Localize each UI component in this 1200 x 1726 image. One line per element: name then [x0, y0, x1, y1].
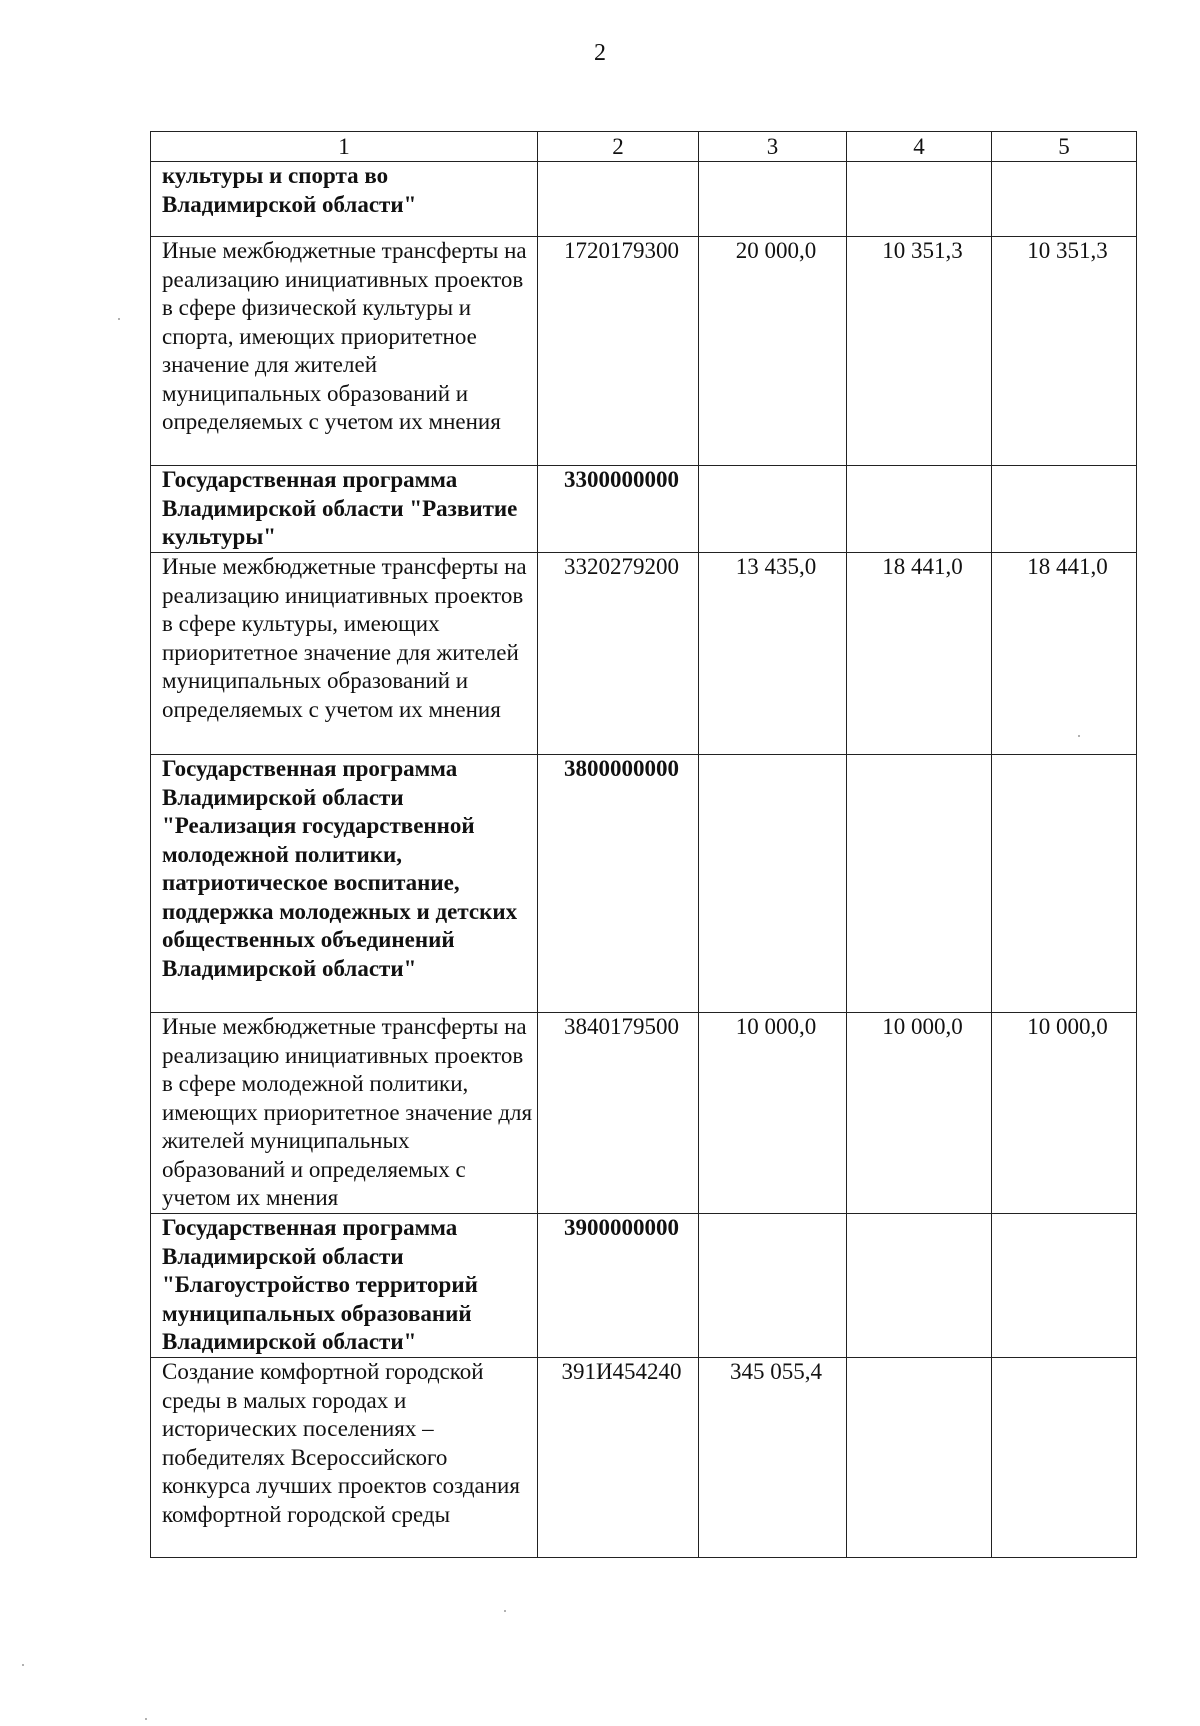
row-value-5: 10 000,0 [992, 1013, 1137, 1214]
row-value-4 [847, 162, 992, 237]
row-code: 3300000000 [538, 466, 699, 553]
table-row [151, 1214, 1137, 1358]
row-code [538, 162, 699, 237]
header-col-2: 2 [538, 132, 699, 162]
row-value-3 [699, 162, 847, 237]
row-value-3: 345 055,4 [699, 1358, 847, 1558]
table-row [151, 162, 1137, 237]
row-value-3: 10 000,0 [699, 1013, 847, 1214]
row-value-4 [847, 755, 992, 1013]
table-row [151, 755, 1137, 1013]
scan-speck [145, 1718, 147, 1720]
row-name: Государственная программа Владимирской области "Благоустройство территорий муниципальных образований Владимирской области" [151, 1214, 538, 1358]
row-name: Иные межбюджетные трансферты на реализацию инициативных проектов в сфере физической культуры и спорта, имеющих приоритетное значение для жителей муниципальных образований и определяемых с учетом их мнения [151, 237, 538, 466]
scan-speck [22, 1664, 24, 1666]
scan-speck [1078, 735, 1080, 737]
row-name: культуры и спорта во Владимирской области" [151, 162, 538, 237]
table-row [151, 1358, 1137, 1558]
row-code: 3900000000 [538, 1214, 699, 1358]
row-value-5 [992, 162, 1137, 237]
row-code: 391И454240 [538, 1358, 699, 1558]
row-value-3 [699, 755, 847, 1013]
row-value-5 [992, 755, 1137, 1013]
row-value-4: 10 000,0 [847, 1013, 992, 1214]
table-header-row [151, 132, 1137, 162]
row-code: 3800000000 [538, 755, 699, 1013]
row-value-5: 18 441,0 [992, 553, 1137, 755]
row-value-5: 10 351,3 [992, 237, 1137, 466]
scan-speck [504, 1610, 506, 1612]
row-name: Государственная программа Владимирской области "Реализация государственной молодежной политики, патриотическое воспитание, поддержка молодежных и детских общественных объединений Владимирской области" [151, 755, 538, 1013]
row-name: Иные межбюджетные трансферты на реализацию инициативных проектов в сфере культуры, имеющих приоритетное значение для жителей муниципальных образований и определяемых с учетом их мнения [151, 553, 538, 755]
page-number: 2 [594, 40, 606, 66]
header-col-3: 3 [699, 132, 847, 162]
scan-speck [118, 318, 120, 320]
row-value-3 [699, 466, 847, 553]
row-name: Создание комфортной городской среды в малых городах и исторических поселениях – победителях Всероссийского конкурса лучших проектов создания комфортной городской среды [151, 1358, 538, 1558]
row-value-5 [992, 1214, 1137, 1358]
row-code: 3320279200 [538, 553, 699, 755]
row-value-5 [992, 1358, 1137, 1558]
row-value-4 [847, 1214, 992, 1358]
row-value-3: 13 435,0 [699, 553, 847, 755]
header-col-4: 4 [847, 132, 992, 162]
table-row [151, 1013, 1137, 1214]
row-value-3 [699, 1214, 847, 1358]
row-value-4: 10 351,3 [847, 237, 992, 466]
table-row [151, 553, 1137, 755]
budget-table [150, 131, 1137, 1558]
table-row [151, 237, 1137, 466]
header-col-1: 1 [151, 132, 538, 162]
row-code: 1720179300 [538, 237, 699, 466]
row-name: Иные межбюджетные трансферты на реализацию инициативных проектов в сфере молодежной политики, имеющих приоритетное значение для жителей муниципальных образований и определяемых с учетом их мнения [151, 1013, 538, 1214]
table-row [151, 466, 1137, 553]
row-name: Государственная программа Владимирской области "Развитие культуры" [151, 466, 538, 553]
row-code: 3840179500 [538, 1013, 699, 1214]
row-value-3: 20 000,0 [699, 237, 847, 466]
row-value-4 [847, 1358, 992, 1558]
row-value-4: 18 441,0 [847, 553, 992, 755]
row-value-5 [992, 466, 1137, 553]
row-value-4 [847, 466, 992, 553]
header-col-5: 5 [992, 132, 1137, 162]
